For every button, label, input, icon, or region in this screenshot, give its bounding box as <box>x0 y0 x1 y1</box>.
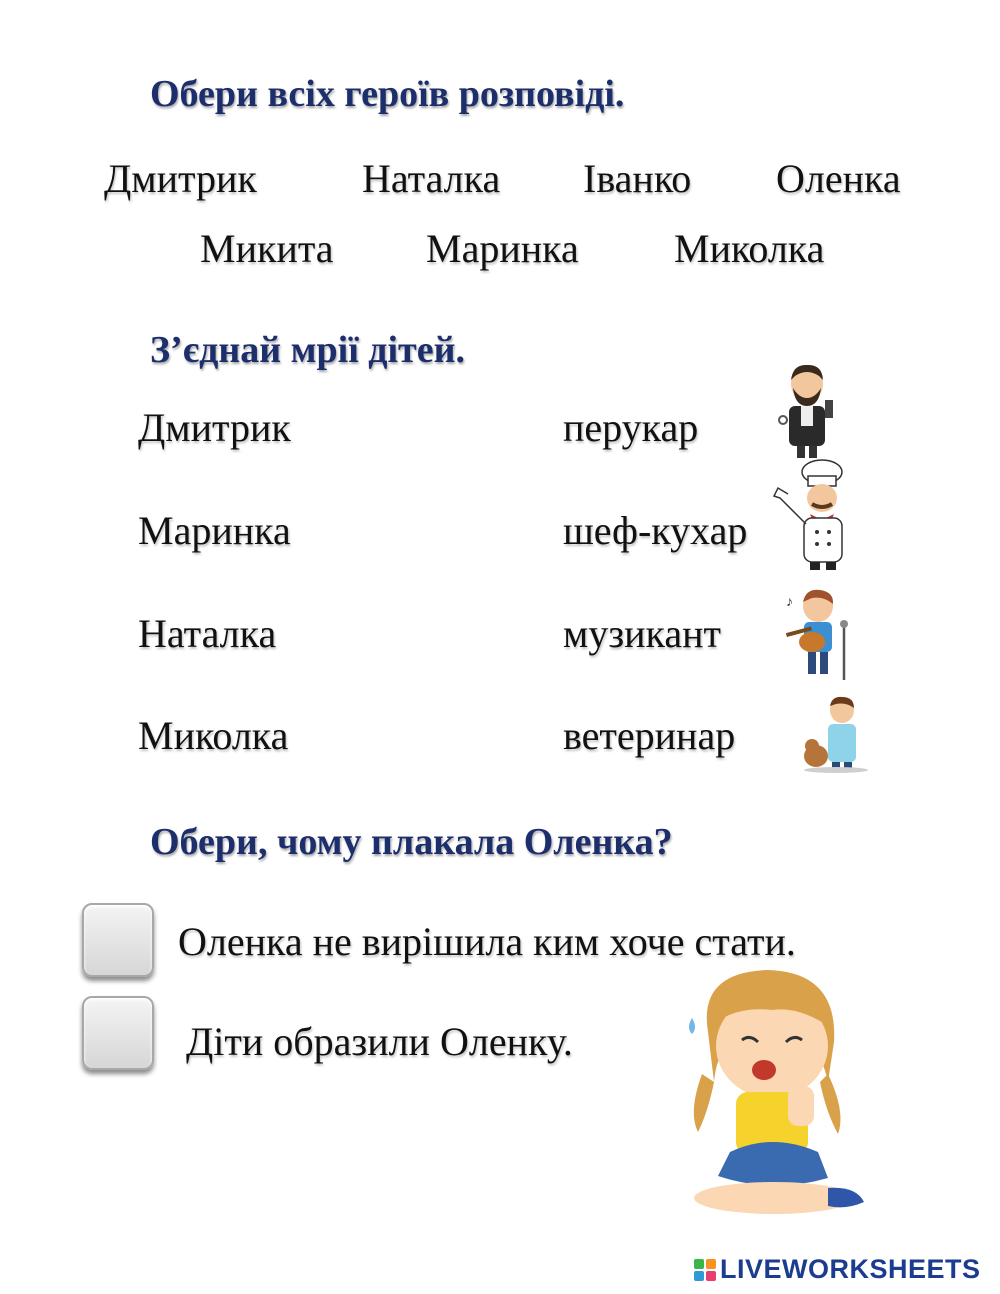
answer-checkbox-1[interactable] <box>82 903 154 977</box>
name-option-mykolka[interactable]: Миколка <box>674 226 825 271</box>
name-option-natalka[interactable]: Наталка <box>362 156 501 201</box>
answer-option-2[interactable]: Діти образили Оленку. <box>186 1019 573 1064</box>
musician-icon <box>782 586 856 684</box>
svg-text:♪: ♪ <box>786 595 793 610</box>
barber-icon <box>775 362 837 460</box>
match-left-natalka[interactable]: Наталка <box>138 611 277 656</box>
match-right-barber[interactable]: перукар <box>563 405 699 450</box>
match-left-mykolka[interactable]: Миколка <box>138 713 289 758</box>
match-right-chef[interactable]: шеф-кухар <box>563 508 748 553</box>
answer-option-1[interactable]: Оленка не вирішила ким хоче стати. <box>178 919 796 964</box>
liveworksheets-logo <box>694 1254 981 1285</box>
veterinarian-icon <box>800 694 870 774</box>
name-option-marynka[interactable]: Маринка <box>426 226 579 271</box>
section3-title: Обери, чому плакала Оленка? <box>150 821 673 863</box>
match-right-veterinarian[interactable]: ветеринар <box>563 713 736 758</box>
logo-mark-icon <box>694 1259 716 1281</box>
section2-title: З’єднай мрії дітей. <box>150 329 465 371</box>
name-option-olenka[interactable]: Оленка <box>776 156 901 201</box>
match-right-musician[interactable]: музикант <box>563 611 721 656</box>
match-left-dmytryk[interactable]: Дмитрик <box>138 405 291 450</box>
match-left-marynka[interactable]: Маринка <box>138 508 291 553</box>
logo-text: LIVEWORKSHEETS <box>720 1254 981 1284</box>
name-option-dmytryk[interactable]: Дмитрик <box>104 156 257 201</box>
answer-checkbox-2[interactable] <box>82 996 154 1070</box>
crying-girl-icon <box>678 962 874 1218</box>
chef-icon <box>770 458 862 572</box>
section1-title: Обери всіх героїв розповіді. <box>150 73 625 115</box>
name-option-mykyta[interactable]: Микита <box>200 226 334 271</box>
name-option-ivanko[interactable]: Іванко <box>583 156 692 201</box>
